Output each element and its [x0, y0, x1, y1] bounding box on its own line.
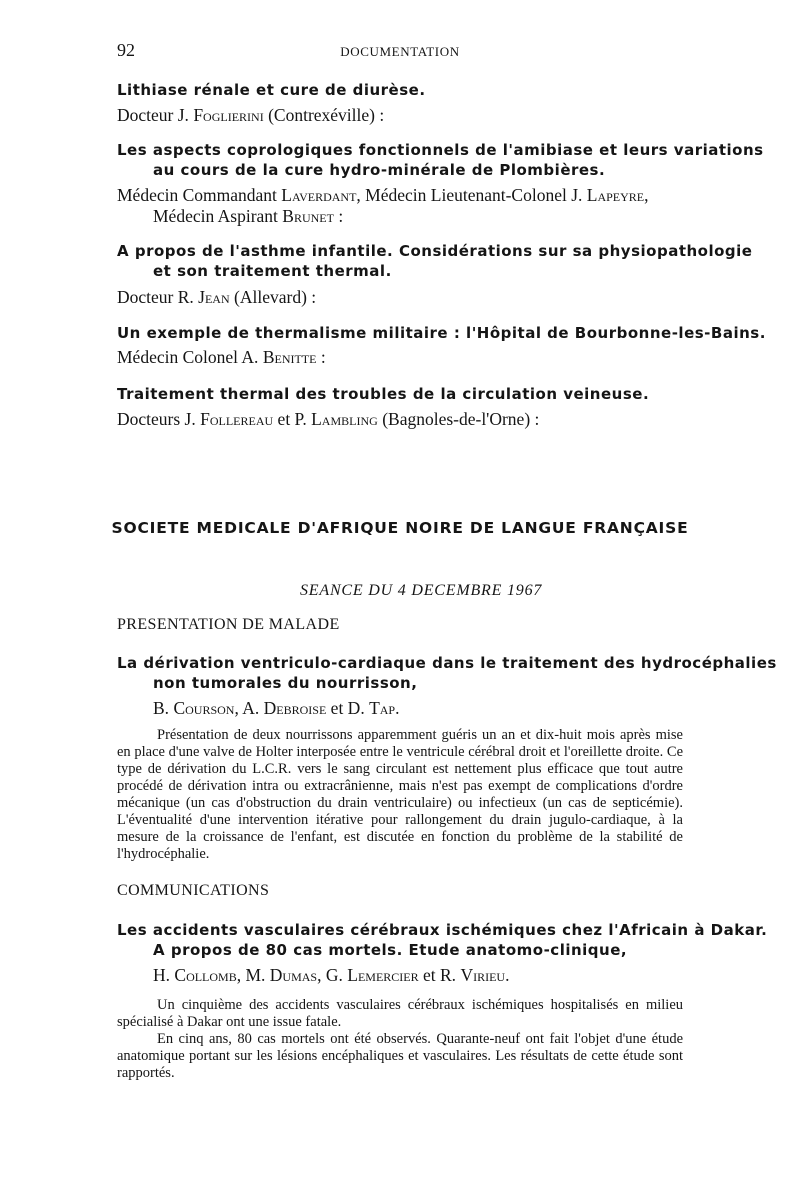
- entry-title-line: A propos de l'asthme infantile. Considérations sur sa physiopathologie: [117, 242, 753, 260]
- section-heading: PRESENTATION DE MALADE: [117, 616, 340, 633]
- author-name: Virieu: [460, 965, 506, 985]
- abstract-paragraph: En cinq ans, 80 cas mortels ont été observés. Quarante-neuf ont fait l'objet d'une étude anatomique portant sur les lésions encéphaliques et vasculaires. Les résultats de cette étude sont rapportés.: [117, 1031, 683, 1081]
- author-text: , M.: [236, 965, 270, 985]
- seance-date: SEANCE DU 4 DECEMBRE 1967: [300, 582, 543, 599]
- author-name: Jean: [198, 287, 230, 307]
- entry-title-line: Les accidents vasculaires cérébraux ischémiques chez l'Africain à Dakar.: [117, 921, 768, 939]
- entry-title: Lithiase rénale et cure de diurèse.: [117, 81, 426, 99]
- page-number: 92: [117, 40, 135, 60]
- author-text: .: [505, 965, 510, 985]
- author-text: H.: [153, 965, 175, 985]
- entry-authors: [117, 408, 539, 430]
- author-name: Laverdant: [281, 185, 357, 205]
- section-heading: COMMUNICATIONS: [117, 882, 270, 899]
- communication-abstract: [117, 997, 683, 1082]
- society-heading: SOCIETE MEDICALE D'AFRIQUE NOIRE DE LANGUE FRANÇAISE: [111, 519, 689, 537]
- communication-authors: [153, 964, 509, 986]
- author-name: Benitte: [262, 347, 317, 367]
- entry-title-line: non tumorales du nourrisson,: [153, 674, 418, 692]
- author-text: Médecin Commandant: [117, 185, 282, 205]
- author-name: Foglierini: [193, 105, 264, 125]
- author-text: , Médecin Lieutenant-Colonel J.: [356, 185, 587, 205]
- running-title: DOCUMENTATION: [340, 44, 460, 59]
- author-text: , A.: [234, 698, 264, 718]
- author-name: Collomb: [174, 965, 237, 985]
- author-prefix: Médecin Colonel A.: [117, 347, 263, 367]
- author-name: Follereau: [200, 409, 274, 429]
- entry-title-line: La dérivation ventriculo-cardiaque dans le traitement des hydrocéphalies: [117, 654, 777, 672]
- entry-title-line: au cours de la cure hydro-minérale de Plombières.: [153, 161, 606, 179]
- entry-title-line: et son traitement thermal.: [153, 262, 392, 280]
- author-name: Tap: [369, 698, 396, 718]
- author-text: et D.: [326, 698, 370, 718]
- entry-authors: [117, 346, 326, 368]
- author-text: B.: [153, 698, 174, 718]
- author-name: Lemercier: [347, 965, 419, 985]
- author-name: Lapeyre: [586, 185, 645, 205]
- author-name: Lambling: [311, 409, 378, 429]
- entry-title: [117, 140, 764, 180]
- author-name: Brunet: [282, 206, 334, 226]
- author-text: , G.: [317, 965, 348, 985]
- entry-title: [117, 241, 752, 281]
- author-prefix: Docteur R.: [117, 287, 199, 307]
- entry-authors-continued: [153, 205, 343, 227]
- entry-authors: [117, 286, 316, 308]
- abstract-paragraph: Un cinquième des accidents vasculaires cérébraux ischémiques hospitalisés en milieu spécialisé à Dakar ont une issue fatale.: [117, 997, 683, 1030]
- author-name: Dumas: [269, 965, 318, 985]
- author-text: et R.: [418, 965, 461, 985]
- author-suffix: :: [316, 347, 326, 367]
- author-text: :: [333, 206, 344, 226]
- presentation-title: [117, 653, 777, 693]
- entry-authors: [117, 184, 649, 206]
- author-name: Courson: [173, 698, 235, 718]
- entry-title: Un exemple de thermalisme militaire : l'Hôpital de Bourbonne-les-Bains.: [117, 324, 766, 342]
- author-text: .: [395, 698, 400, 718]
- author-text: Docteurs J.: [117, 409, 201, 429]
- author-name: Debroise: [263, 698, 327, 718]
- author-suffix: (Allevard) :: [229, 287, 317, 307]
- communication-title: [117, 920, 767, 960]
- presentation-authors: [153, 697, 399, 719]
- entry-title: Traitement thermal des troubles de la circulation veineuse.: [117, 385, 650, 403]
- author-text: Médecin Aspirant: [153, 206, 283, 226]
- abstract-paragraph: Présentation de deux nourrissons apparemment guéris un an et dix-huit mois après mise en place d'une valve de Holter interposée entre le ventricule cérébral droit et l'oreillette droite. Ce type de dérivation du L.C.R. vers le sang circulant est nettement plus efficace que tout autre procédé de dérivation intra ou extracrânienne, mais n'est pas exempt de complications d'ordre mécanique (un cas d'obstruction du drain ventriculaire) ou infectieux (un cas de septicémie). L'éventualité d'une intervention itérative pour rallongement du drain jugulo-cardiaque, à la mesure de la croissance de l'enfant, est discutée en fonction du problème de la stabilité de l'hydrocéphalie.: [117, 727, 683, 862]
- author-prefix: Docteur J.: [117, 105, 194, 125]
- author-text: ,: [644, 185, 649, 205]
- entry-authors: [117, 104, 384, 126]
- entry-title-line: A propos de 80 cas mortels. Etude anatomo-clinique,: [153, 941, 628, 959]
- author-text: (Bagnoles-de-l'Orne) :: [377, 409, 540, 429]
- author-suffix: (Contrexéville) :: [263, 105, 385, 125]
- presentation-abstract: [117, 727, 683, 863]
- entry-title-line: Les aspects coprologiques fonctionnels de l'amibiase et leurs variations: [117, 141, 764, 159]
- author-text: et P.: [273, 409, 312, 429]
